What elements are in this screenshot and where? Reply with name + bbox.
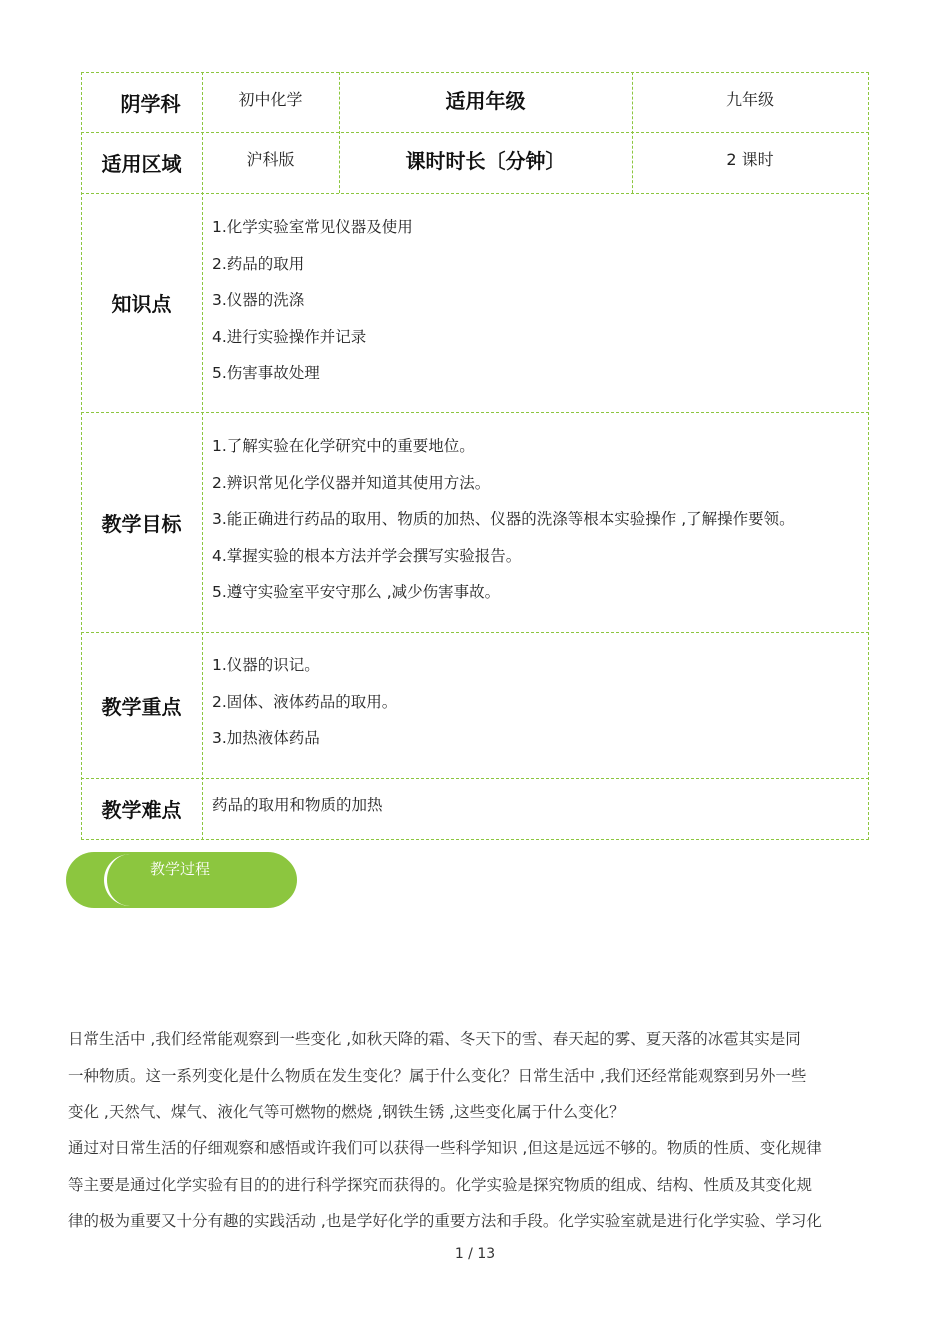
paragraph-line: 一种物质。这一系列变化是什么物质在发生变化？属于什么变化？日常生活中 ,我们还经常能观察到另外一些 (68, 1066, 807, 1085)
key-point-item: 3.加热液体药品 (212, 729, 320, 747)
goal-item: 1.了解实验在化学研究中的重要地位。 (212, 437, 475, 455)
paragraph-line: 日常生活中 ,我们经常能观察到一些变化 ,如秋天降的霜、冬天下的雪、春天起的雾、夏天落的冰雹其实是同 (68, 1030, 801, 1048)
key-point-item: 1.仪器的识记。 (212, 656, 320, 674)
paragraph-line: 律的极为重要又十分有趣的实践活动 ,也是学好化学的重要方法和手段。化学实验室就是进行化学实验、学习化 (68, 1212, 822, 1230)
knowledge-item: 3.仪器的洗涤 (212, 291, 305, 309)
duration-label: 课时时长〔分钟〕 (405, 149, 566, 173)
knowledge-item: 1.化学实验室常见仪器及使用 (212, 218, 413, 236)
goal-item: 4.掌握实验的根本方法并学会撰写实验报告。 (212, 546, 522, 565)
grade-label: 适用年级 (445, 89, 526, 113)
section-banner (66, 852, 296, 908)
region-value: 沪科版 (246, 149, 295, 169)
subject-value: 初中化学 (238, 89, 303, 109)
paragraph-line: 通过对日常生活的仔细观察和感悟或许我们可以获得一些科学知识 ,但这是远远不够的。物质的性质、变化规律 (68, 1139, 822, 1157)
duration-value: 2 课时 (726, 149, 774, 169)
goal-item: 3.能正确进行药品的取用、物质的加热、仪器的洗涤等根本实验操作 ,了解操作要领。 (212, 510, 795, 528)
grade-value: 九年级 (725, 89, 774, 109)
difficulty-label: 教学难点 (101, 798, 182, 822)
goals-label: 教学目标 (101, 511, 182, 536)
subject-label: 阴学科 (120, 91, 181, 116)
second-paragraph (68, 1136, 883, 1246)
key-points-list (212, 653, 862, 763)
knowledge-item: 5.伤害事故处理 (212, 364, 320, 382)
goal-item: 2.辨识常见化学仪器并知道其使用方法。 (212, 473, 491, 492)
key-points-label: 教学重点 (101, 694, 182, 719)
goals-list (212, 434, 862, 617)
knowledge-label: 知识点 (111, 292, 172, 316)
lesson-info-table (81, 72, 869, 840)
goal-item: 5.遵守实验室平安守那么 ,减少伤害事故。 (212, 583, 501, 601)
page-number: 1 / 13 (454, 1246, 496, 1262)
paragraph-line: 变化 ,天然气、煤气、液化气等可燃物的燃烧 ,钢铁生锈 ,这些变化属于什么变化？ (68, 1103, 625, 1121)
section-title: 教学过程 (150, 860, 211, 878)
knowledge-item: 4.进行实验操作并记录 (212, 327, 367, 346)
paragraph-line: 等主要是通过化学实验有目的的进行科学探究而获得的。化学实验是探究物质的组成、结构、性质及其变化规 (68, 1175, 813, 1194)
difficulty-value: 药品的取用和物质的加热 (212, 796, 383, 814)
knowledge-list (212, 215, 862, 398)
difficulty-text (212, 793, 862, 830)
intro-paragraph (68, 1027, 883, 1137)
key-point-item: 2.固体、液体药品的取用。 (212, 692, 398, 711)
region-label: 适用区域 (101, 152, 182, 176)
knowledge-item: 2.药品的取用 (212, 254, 305, 273)
